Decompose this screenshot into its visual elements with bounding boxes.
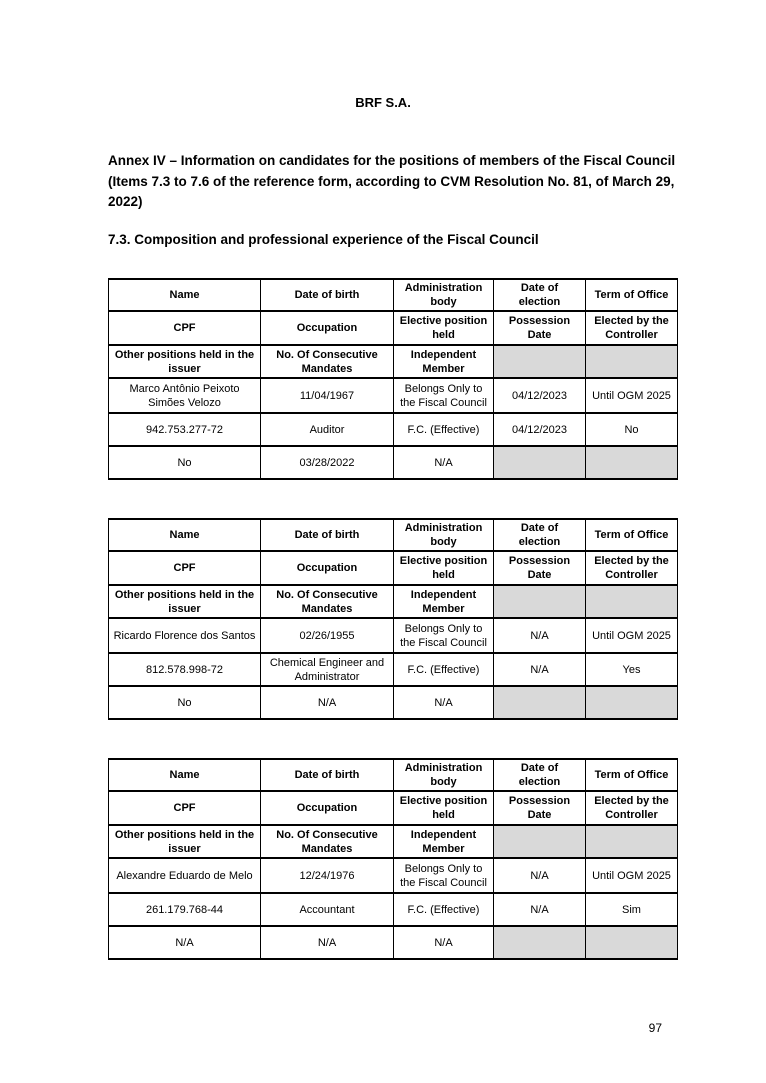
data-cell: F.C. (Effective) — [394, 413, 494, 446]
table-header-row — [109, 345, 678, 378]
table-row — [109, 446, 678, 479]
table-row — [109, 413, 678, 446]
table-row — [109, 858, 678, 893]
data-cell: 261.179.768-44 — [109, 893, 261, 926]
header-cell: Term of Office — [586, 759, 678, 791]
data-cell: Marco Antônio Peixoto Simões Velozo — [109, 378, 261, 413]
data-cell: F.C. (Effective) — [394, 893, 494, 926]
data-cell: Until OGM 2025 — [586, 858, 678, 893]
data-cell: Belongs Only to the Fiscal Council — [394, 858, 494, 893]
header-cell: Occupation — [261, 311, 394, 345]
data-cell: N/A — [394, 686, 494, 719]
header-cell: Possession Date — [494, 551, 586, 585]
table-header-row — [109, 759, 678, 791]
data-cell: Auditor — [261, 413, 394, 446]
table-row — [109, 893, 678, 926]
header-cell: Possession Date — [494, 791, 586, 825]
data-cell: Sim — [586, 893, 678, 926]
table-header-row — [109, 519, 678, 551]
shaded-cell — [494, 446, 586, 479]
data-cell: N/A — [494, 618, 586, 653]
header-cell: Administration body — [394, 759, 494, 791]
annex-heading: Annex IV – Information on candidates for the positions of members of the Fiscal Council (Items 7.3 to 7.6 of the reference form, according to CVM Resolution No. 81, of March 29, 2022) — [108, 153, 676, 209]
header-cell: Administration body — [394, 519, 494, 551]
table-header-row — [109, 279, 678, 311]
section-heading: 7.3. Composition and professional experience of the Fiscal Council — [108, 232, 539, 247]
header-cell: CPF — [109, 551, 261, 585]
data-cell: Until OGM 2025 — [586, 378, 678, 413]
header-cell: Name — [109, 759, 261, 791]
data-cell: 02/26/1955 — [261, 618, 394, 653]
header-cell: Date of birth — [261, 279, 394, 311]
header-cell: Administration body — [394, 279, 494, 311]
data-cell: No — [109, 446, 261, 479]
data-cell: Belongs Only to the Fiscal Council — [394, 618, 494, 653]
data-cell: N/A — [494, 893, 586, 926]
table-header-row — [109, 825, 678, 858]
header-cell: No. Of Consecutive Mandates — [261, 825, 394, 858]
header-cell: Occupation — [261, 791, 394, 825]
data-cell: 812.578.998-72 — [109, 653, 261, 686]
header-cell: Other positions held in the issuer — [109, 825, 261, 858]
header-cell: Term of Office — [586, 519, 678, 551]
header-cell: Date of birth — [261, 519, 394, 551]
data-cell: No — [586, 413, 678, 446]
header-cell: Elected by the Controller — [586, 551, 678, 585]
header-cell: Term of Office — [586, 279, 678, 311]
data-cell: F.C. (Effective) — [394, 653, 494, 686]
table-header-row — [109, 551, 678, 585]
shaded-cell — [586, 926, 678, 959]
data-cell: Chemical Engineer and Administrator — [261, 653, 394, 686]
fiscal-council-table-2 — [108, 518, 678, 720]
table-row — [109, 618, 678, 653]
fiscal-council-table-1 — [108, 278, 678, 480]
header-cell: Elective position held — [394, 311, 494, 345]
data-cell: Ricardo Florence dos Santos — [109, 618, 261, 653]
header-cell: Date of election — [494, 759, 586, 791]
document-title: BRF S.A. — [355, 95, 411, 110]
data-cell: N/A — [494, 653, 586, 686]
shaded-cell — [586, 686, 678, 719]
fiscal-council-table-3 — [108, 758, 678, 960]
header-cell: CPF — [109, 311, 261, 345]
data-cell: Accountant — [261, 893, 394, 926]
header-cell: Elective position held — [394, 791, 494, 825]
table-row — [109, 926, 678, 959]
data-cell: No — [109, 686, 261, 719]
data-cell: 11/04/1967 — [261, 378, 394, 413]
header-cell: No. Of Consecutive Mandates — [261, 345, 394, 378]
data-cell: 12/24/1976 — [261, 858, 394, 893]
header-cell: CPF — [109, 791, 261, 825]
shaded-cell — [586, 446, 678, 479]
data-cell: 03/28/2022 — [261, 446, 394, 479]
header-cell: Elected by the Controller — [586, 791, 678, 825]
header-cell: Name — [109, 519, 261, 551]
table-row — [109, 378, 678, 413]
header-cell: Elective position held — [394, 551, 494, 585]
header-cell: Other positions held in the issuer — [109, 345, 261, 378]
table-row — [109, 653, 678, 686]
header-cell: Elected by the Controller — [586, 311, 678, 345]
data-cell: N/A — [494, 858, 586, 893]
shaded-cell — [494, 686, 586, 719]
header-cell: Date of birth — [261, 759, 394, 791]
data-cell: 942.753.277-72 — [109, 413, 261, 446]
table-row — [109, 686, 678, 719]
page-number: 97 — [648, 1021, 662, 1035]
data-cell: Belongs Only to the Fiscal Council — [394, 378, 494, 413]
data-cell: Until OGM 2025 — [586, 618, 678, 653]
header-cell: Other positions held in the issuer — [109, 585, 261, 618]
header-cell: Possession Date — [494, 311, 586, 345]
header-cell: Date of election — [494, 519, 586, 551]
shaded-cell — [494, 585, 586, 618]
shaded-cell — [494, 825, 586, 858]
data-cell: Yes — [586, 653, 678, 686]
data-cell: 04/12/2023 — [494, 413, 586, 446]
data-cell: 04/12/2023 — [494, 378, 586, 413]
shaded-cell — [494, 345, 586, 378]
table-header-row — [109, 585, 678, 618]
shaded-cell — [586, 825, 678, 858]
shaded-cell — [586, 345, 678, 378]
table-header-row — [109, 791, 678, 825]
data-cell: Alexandre Eduardo de Melo — [109, 858, 261, 893]
header-cell: Date of election — [494, 279, 586, 311]
data-cell: N/A — [261, 686, 394, 719]
header-cell: Name — [109, 279, 261, 311]
header-cell: Independent Member — [394, 345, 494, 378]
shaded-cell — [494, 926, 586, 959]
data-cell: N/A — [394, 446, 494, 479]
table-header-row — [109, 311, 678, 345]
data-cell: N/A — [261, 926, 394, 959]
data-cell: N/A — [109, 926, 261, 959]
header-cell: Occupation — [261, 551, 394, 585]
shaded-cell — [586, 585, 678, 618]
header-cell: Independent Member — [394, 825, 494, 858]
header-cell: No. Of Consecutive Mandates — [261, 585, 394, 618]
header-cell: Independent Member — [394, 585, 494, 618]
data-cell: N/A — [394, 926, 494, 959]
